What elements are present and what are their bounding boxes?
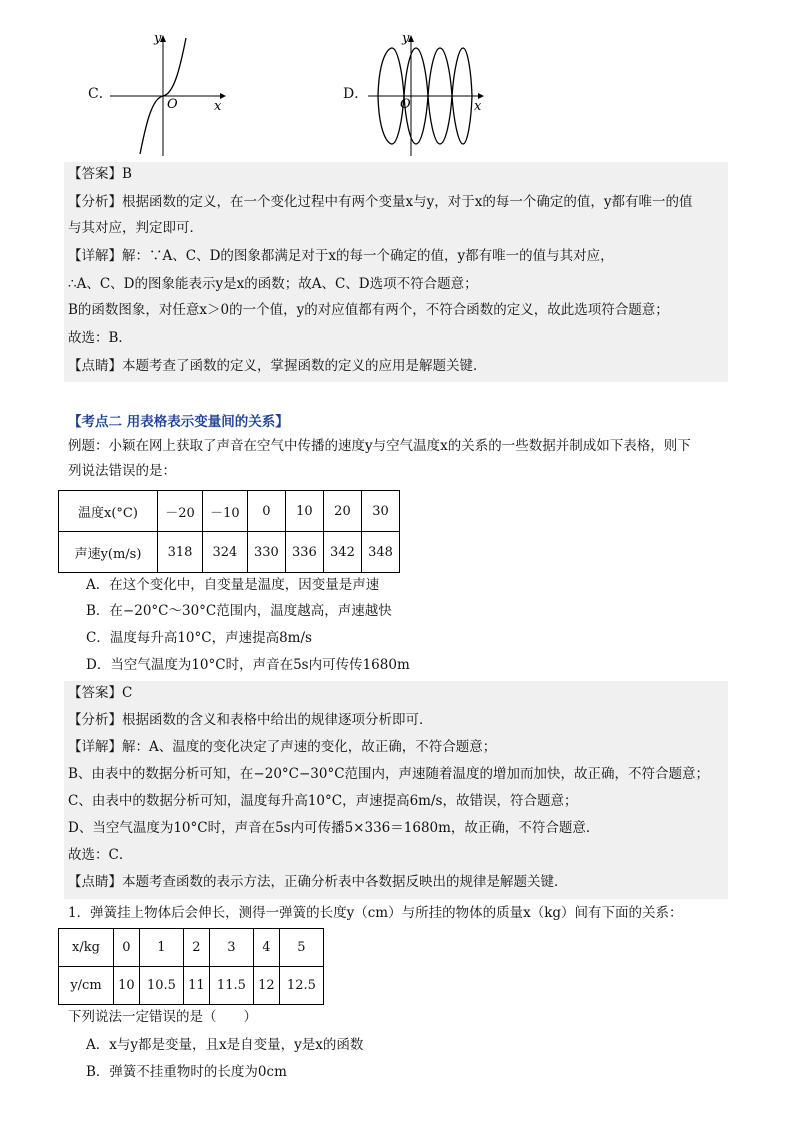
table-cell: 10 xyxy=(114,967,140,1005)
table-cell: 10 xyxy=(285,491,323,532)
table-cell: －20 xyxy=(158,491,203,532)
table-header-temperature: 温度x(°C) xyxy=(59,491,158,532)
table-header-mass: x/kg xyxy=(59,929,114,967)
table-cell: 11.5 xyxy=(209,967,253,1005)
graph-c-y-label: y xyxy=(154,31,162,46)
option-d-label: D． xyxy=(343,86,369,102)
table-cell: 348 xyxy=(361,532,399,573)
table-cell: 30 xyxy=(361,491,399,532)
q1-analysis: 【分析】根据函数的定义，在一个变化过程中有两个变量x与y，对于x的每一个确定的值，y都有唯一的值 xyxy=(68,194,693,210)
graph-d-y-label: y xyxy=(402,31,410,46)
q1-detail-1: 【详解】解：∵A、C、D的图象都满足对于x的每一个确定的值，y都有唯一的值与其对应， xyxy=(68,248,614,264)
table-cell: 4 xyxy=(253,929,279,967)
graph-d-x-label: x xyxy=(474,99,482,114)
spring-question-stem: 1．弹簧挂上物体后会伸长，测得一弹簧的长度y（cm）与所挂的物体的质量x（kg）间有下面的关系： xyxy=(68,905,683,921)
option-c: C．温度每升高10°C，声速提高8m/s xyxy=(86,630,312,646)
example-stem-1: 例题：小颖在网上获取了声音在空气中传播的速度y与空气温度x的关系的一些数据并制成如下表格，则下 xyxy=(68,438,691,454)
table-cell: 342 xyxy=(323,532,361,573)
table-cell: 0 xyxy=(247,491,285,532)
example-answer: 【答案】C xyxy=(68,685,133,701)
example-detail-3: C、由表中的数据分析可知，温度每升高10°C，声速提高6m/s，故错误，符合题意； xyxy=(68,793,578,809)
q1-comment: 【点睛】本题考查了函数的定义，掌握函数的定义的应用是解题关键． xyxy=(68,358,487,374)
example-detail-1: 【详解】解：A、温度的变化决定了声速的变化，故正确，不符合题意； xyxy=(68,739,497,755)
option-a: A．在这个变化中，自变量是温度，因变量是声速 xyxy=(86,577,380,593)
table-header-speed: 声速y(m/s) xyxy=(59,532,158,573)
q1-detail-4: 故选：B． xyxy=(68,330,132,346)
example-detail-2: B、由表中的数据分析可知，在−20°C−30°C范围内，声速随着温度的增加而加快，故正确，不符合题意； xyxy=(68,766,710,782)
table-cell: －10 xyxy=(202,491,247,532)
table-cell: 11 xyxy=(183,967,209,1005)
section-title: 【考点二 用表格表示变量间的关系】 xyxy=(68,414,289,430)
table-cell: 20 xyxy=(323,491,361,532)
example-detail-5: 故选：C． xyxy=(68,847,133,863)
spring-option-a: A．x与y都是变量，且x是自变量，y是x的函数 xyxy=(86,1037,364,1053)
graph-d-multivalued xyxy=(366,28,490,160)
graph-c-x-label: x xyxy=(214,99,222,114)
graph-c-cubic xyxy=(108,28,232,160)
table-cell: 1 xyxy=(139,929,183,967)
table-cell: 336 xyxy=(285,532,323,573)
table-cell: 12.5 xyxy=(279,967,323,1005)
example-comment: 【点睛】本题考查函数的表示方法，正确分析表中各数据反映出的规律是解题关键． xyxy=(68,874,568,890)
q1-detail-2: ∴A、C、D的图象能表示y是x的函数；故A、C、D选项不符合题意； xyxy=(68,276,478,292)
graph-d-origin: O xyxy=(400,97,411,112)
example-stem-2: 列说法错误的是： xyxy=(68,463,176,479)
q1-detail-3: B的函数图象，对任意x＞0的一个值，y的对应值都有两个，不符合函数的定义，故此选项符合题意； xyxy=(68,302,669,318)
table-cell: 10.5 xyxy=(139,967,183,1005)
table-cell: 324 xyxy=(202,532,247,573)
spring-table xyxy=(58,928,324,1005)
table-cell: 2 xyxy=(183,929,209,967)
option-c-label: C． xyxy=(88,86,113,102)
q1-answer: 【答案】B xyxy=(68,166,132,182)
example-detail-4: D、当空气温度为10°C时，声音在5s内可传播5×336＝1680m，故正确，不符合题意． xyxy=(68,820,600,836)
option-b: B．在−20°C～30°C范围内，温度越高，声速越快 xyxy=(86,603,392,619)
example-analysis: 【分析】根据函数的含义和表格中给出的规律逐项分析即可． xyxy=(68,712,433,728)
option-d: D．当空气温度为10°C时，声音在5s内可传传1680m xyxy=(86,657,410,673)
temperature-speed-table xyxy=(58,490,400,573)
q1-analysis-cont: 与其对应，判定即可． xyxy=(68,220,203,236)
table-cell: 0 xyxy=(114,929,140,967)
table-cell: 3 xyxy=(209,929,253,967)
spring-option-b: B．弹簧不挂重物时的长度为0cm xyxy=(86,1064,287,1080)
table-cell: 318 xyxy=(158,532,203,573)
spring-question: 下列说法一定错误的是（ ） xyxy=(68,1009,257,1025)
graph-c-origin: O xyxy=(167,97,178,112)
table-cell: 5 xyxy=(279,929,323,967)
table-cell: 12 xyxy=(253,967,279,1005)
table-header-length: y/cm xyxy=(59,967,114,1005)
table-cell: 330 xyxy=(247,532,285,573)
